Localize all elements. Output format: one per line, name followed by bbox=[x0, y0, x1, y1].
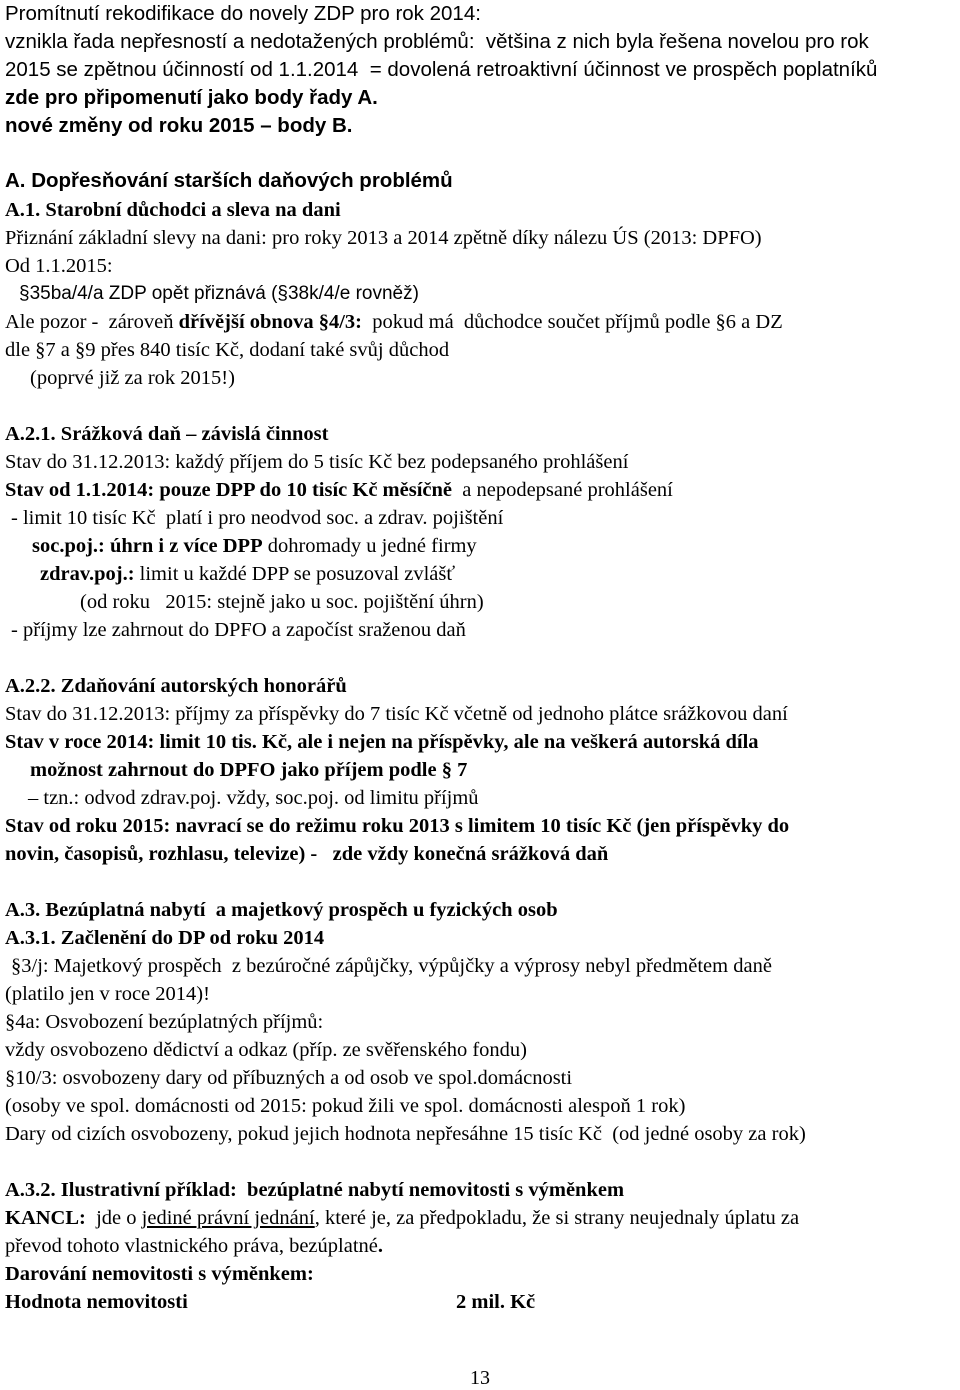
section-a22-line-2: Stav v roce 2014: limit 10 tis. Kč, ale i nejen na příspěvky, ale na veškerá autorská díla bbox=[5, 731, 759, 753]
section-a1-line-4 bbox=[5, 310, 960, 336]
section-a1-line-1: Přiznání základní slevy na dani: pro roky 2013 a 2014 zpětně díky nálezu ÚS (2013: DPFO) bbox=[5, 227, 762, 249]
a21-line-5-bold: zdrav.poj.: bbox=[40, 563, 135, 585]
section-a22-line-5: Stav od roku 2015: navrací se do režimu roku 2013 s limitem 10 tisíc Kč (jen příspěvky do bbox=[5, 815, 790, 837]
a22-line-6-part-2: zde vždy konečná srážková daň bbox=[317, 843, 609, 865]
intro-line-5: nové změny od roku 2015 – body B. bbox=[5, 114, 353, 137]
a32-line-1-part-2: , které je, za předpokladu, že si strany neujednaly úplatu za bbox=[314, 1207, 800, 1229]
section-a32-line-2 bbox=[5, 1234, 960, 1260]
section-a22-line-3: možnost zahrnout do DPFO jako příjem podle § 7 bbox=[30, 759, 468, 781]
page-number: 13 bbox=[470, 1367, 490, 1389]
a21-line-4-rest: dohromady u jedné firmy bbox=[262, 535, 477, 557]
intro-line-3: 2015 se zpětnou účinností od 1.1.2014 = dovolená retroaktivní účinnost ve prospěch poplatníků bbox=[5, 58, 878, 81]
intro-line-1: Promítnutí rekodifikace do novely ZDP pro rok 2014: bbox=[5, 2, 481, 25]
a21-line-4-bold: soc.poj.: úhrn i z více DPP bbox=[32, 535, 263, 557]
a32-line-2-text: převod tohoto vlastnického práva, bezúplatné bbox=[5, 1235, 378, 1257]
section-a-heading: A. Dopřesňování starších daňových problémů bbox=[5, 169, 453, 192]
section-a31-line-1: §3/j: Majetkový prospěch z bezúročné zápůjčky, výpůjčky a výprosy nebyl předmětem daně bbox=[11, 955, 772, 977]
section-a21-title: A.2.1. Srážková daň – závislá činnost bbox=[5, 423, 329, 445]
section-a21-line-2 bbox=[5, 478, 960, 504]
section-a31-line-3: §4a: Osvobození bezúplatných příjmů: bbox=[5, 1011, 324, 1033]
section-a31-line-6: (osoby ve spol. domácnosti od 2015: pokud žili ve spol. domácnosti alespoň 1 rok) bbox=[5, 1095, 686, 1117]
a32-value-amount: 2 mil. Kč bbox=[456, 1291, 536, 1313]
a1-line-4-part-1: Ale pozor - zároveň bbox=[5, 311, 179, 333]
section-a21-line-6: (od roku 2015: stejně jako u soc. pojištění úhrn) bbox=[80, 591, 484, 613]
section-a1-title: A.1. Starobní důchodci a sleva na dani bbox=[5, 199, 341, 221]
section-a31-line-5: §10/3: osvobozeny dary od příbuzných a od osob ve spol.domácnosti bbox=[5, 1067, 573, 1089]
section-a22-title: A.2.2. Zdaňování autorských honorářů bbox=[5, 675, 347, 697]
a1-line-4-emphasis: dřívější obnova bbox=[178, 311, 314, 333]
section-a3-title: A.3. Bezúplatná nabytí a majetkový prospěch u fyzických osob bbox=[5, 899, 558, 921]
section-a32-line-1 bbox=[5, 1206, 960, 1232]
section-a21-line-5 bbox=[40, 562, 960, 588]
section-a21-line-3: - limit 10 tisíc Kč platí i pro neodvod soc. a zdrav. pojištění bbox=[11, 507, 504, 529]
a22-line-6-part-1: novin, časopisů, rozhlasu, televize) - bbox=[5, 843, 318, 865]
intro-line-2: vznikla řada nepřesností a nedotažených problémů: většina z nich byla řešena novelou pro rok bbox=[5, 30, 869, 53]
section-a1-line-6: (poprvé již za rok 2015!) bbox=[30, 367, 235, 389]
section-a22-line-1: Stav do 31.12.2013: příjmy za příspěvky do 7 tisíc Kč včetně od jednoho plátce srážkovou daní bbox=[5, 703, 788, 725]
section-a31-line-7: Dary od cizích osvobozeny, pokud jejich hodnota nepřesáhne 15 tisíc Kč (od jedné osoby za rok) bbox=[5, 1123, 806, 1145]
section-a32-line-4 bbox=[5, 1290, 960, 1316]
section-a21-line-7: - příjmy lze zahrnout do DPFO a započíst sraženou daň bbox=[11, 619, 466, 641]
a32-underlined-term: jediné právní jednání bbox=[141, 1207, 315, 1229]
section-a1-line-5: dle §7 a §9 přes 840 tisíc Kč, dodaní také svůj důchod bbox=[5, 339, 450, 361]
intro-line-4: zde pro připomenutí jako body řady A. bbox=[5, 86, 378, 109]
a32-kancl-label: KANCL: bbox=[5, 1207, 86, 1229]
section-a1-line-2: Od 1.1.2015: bbox=[5, 255, 113, 277]
a32-value-label: Hodnota nemovitosti bbox=[5, 1291, 188, 1313]
section-a21-line-4 bbox=[32, 534, 960, 560]
a1-line-4-paragraph-ref: §4/3: bbox=[313, 311, 362, 333]
section-a31-title: A.3.1. Začlenění do DP od roku 2014 bbox=[5, 927, 325, 949]
section-a1-line-3: §35ba/4/a ZDP opět přiznává (§38k/4/e rovněž) bbox=[19, 283, 419, 304]
a32-line-1-part-1: jde o bbox=[85, 1207, 142, 1229]
section-a22-line-6 bbox=[5, 842, 960, 868]
a21-line-2-rest: a nepodepsané prohlášení bbox=[452, 479, 673, 501]
a21-line-5-rest: limit u každé DPP se posuzoval zvlášť bbox=[134, 563, 456, 585]
section-a22-line-4: – tzn.: odvod zdrav.poj. vždy, soc.poj. od limitu příjmů bbox=[28, 787, 479, 809]
a21-line-2-bold: Stav od 1.1.2014: pouze DPP do 10 tisíc Kč měsíčně bbox=[5, 479, 452, 501]
section-a31-line-2: (platilo jen v roce 2014)! bbox=[5, 983, 210, 1005]
section-a32-line-3: Darování nemovitosti s výměnkem: bbox=[5, 1263, 314, 1285]
a32-line-2-period: . bbox=[377, 1235, 383, 1257]
section-a21-line-1: Stav do 31.12.2013: každý příjem do 5 tisíc Kč bez podepsaného prohlášení bbox=[5, 451, 629, 473]
section-a31-line-4: vždy osvobozeno dědictví a odkaz (příp. ze svěřenského fondu) bbox=[5, 1039, 528, 1061]
a1-line-4-part-2: pokud má důchodce součet příjmů podle §6 a DZ bbox=[362, 311, 783, 333]
section-a32-title: A.3.2. Ilustrativní příklad: bezúplatné nabytí nemovitosti s výměnkem bbox=[5, 1179, 625, 1201]
